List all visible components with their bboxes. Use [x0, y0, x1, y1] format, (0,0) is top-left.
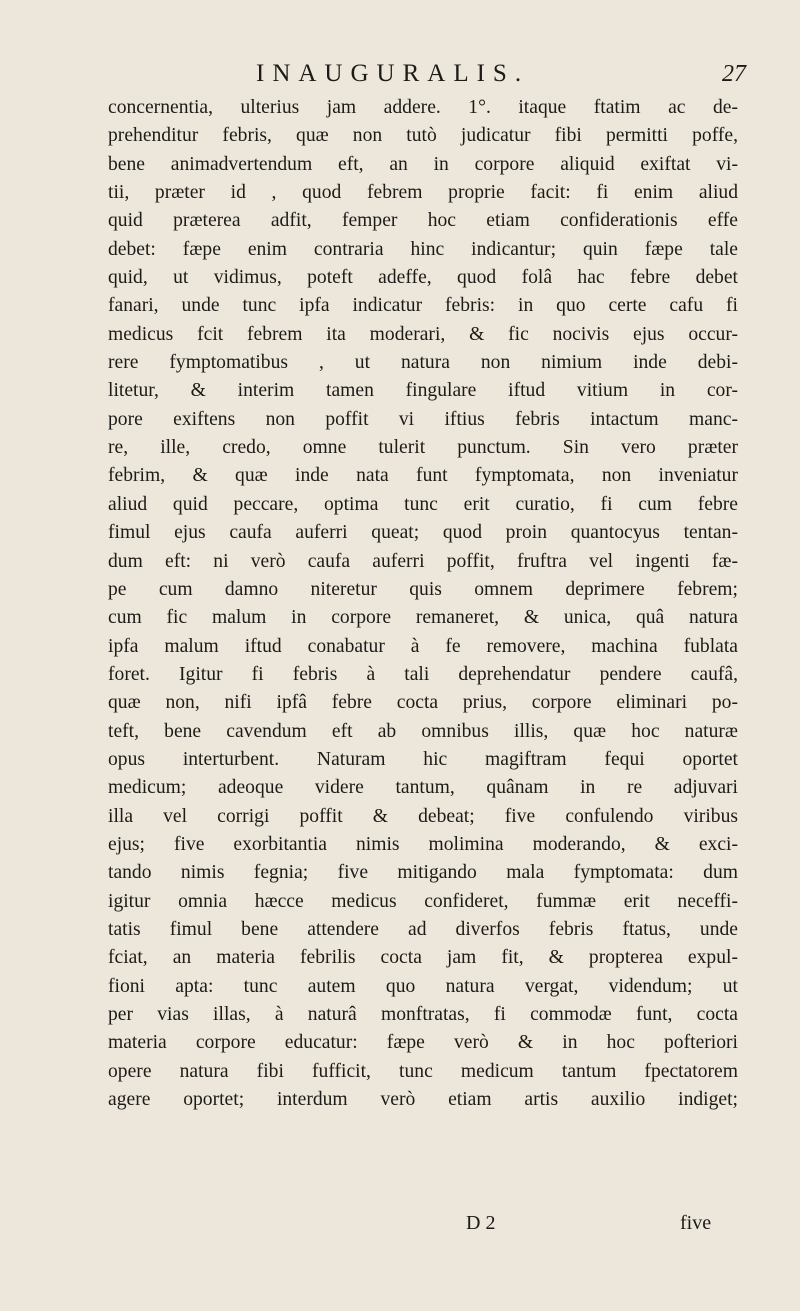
text-line: cum fic malum in corpore remaneret, & unica, quâ natura	[108, 607, 738, 629]
text-line: re, ille, credo, omne tulerit punctum. Sin vero præter	[108, 437, 738, 459]
body-text	[108, 94, 738, 1114]
text-line: agere oportet; interdum verò etiam artis auxilio indiget;	[108, 1089, 738, 1111]
text-line: tando nimis fegnia; five mitigando mala fymptomata: dum	[108, 862, 738, 884]
text-line: prehenditur febris, quæ non tutò judicatur fibi permitti poffe,	[108, 125, 738, 147]
text-line: fimul ejus caufa auferri queat; quod proin quantocyus tentan-	[108, 522, 738, 544]
text-line: ejus; five exorbitantia nimis molimina moderando, & exci-	[108, 833, 738, 855]
text-line: medicus fcit febrem ita moderari, & fic nocivis ejus occur-	[108, 323, 738, 345]
text-line: quæ non, nifi ipfâ febre cocta prius, corpore eliminari po-	[108, 692, 738, 714]
text-line: febrim, & quæ inde nata funt fymptomata, non inveniatur	[108, 465, 738, 487]
text-line: quid præterea adfit, femper hoc etiam confiderationis effe	[108, 210, 738, 232]
text-line: tii, præter id , quod febrem proprie facit: fi enim aliud	[108, 182, 738, 204]
text-line: fanari, unde tunc ipfa indicatur febris: in quo certe cafu fi	[108, 295, 738, 317]
text-line: concernentia, ulterius jam addere. 1°. itaque ftatim ac de-	[108, 97, 738, 118]
catchword: five	[680, 1212, 712, 1234]
text-line: illa vel corrigi poffit & debeat; five confulendo viribus	[108, 805, 738, 827]
text-line: teft, bene cavendum eft ab omnibus illis, quæ hoc naturæ	[108, 720, 738, 742]
text-line: rere fymptomatibus , ut natura non nimium inde debi-	[108, 352, 738, 374]
text-line: aliud quid peccare, optima tunc erit curatio, fi cum febre	[108, 493, 738, 515]
text-line: fciat, an materia febrilis cocta jam fit, & propterea expul-	[108, 947, 738, 969]
text-line: litetur, & interim tamen fingulare iftud vitium in cor-	[108, 380, 738, 402]
text-line: medicum; adeoque videre tantum, quânam in re adjuvari	[108, 777, 738, 799]
page-footer	[0, 1212, 800, 1240]
text-line: bene animadvertendum eft, an in corpore aliquid exiftat vi-	[108, 153, 738, 175]
running-title: INAUGURALIS.	[256, 60, 530, 87]
text-line: foret. Igitur fi febris à tali deprehendatur pendere caufâ,	[108, 663, 738, 685]
text-line: dum eft: ni verò caufa auferri poffit, fruftra vel ingenti fæ-	[108, 550, 738, 572]
text-line: quid, ut vidimus, poteft adeffe, quod folâ hac febre debet	[108, 267, 738, 289]
text-line: per vias illas, à naturâ monftratas, fi commodæ funt, cocta	[108, 1004, 738, 1025]
text-line: pore exiftens non poffit vi iftius febris intactum manc-	[108, 408, 738, 430]
text-line: fioni apta: tunc autem quo natura vergat, videndum; ut	[108, 975, 738, 997]
signature-mark: D 2	[466, 1212, 496, 1234]
text-line: debet: fæpe enim contraria hinc indicantur; quin fæpe tale	[108, 238, 738, 260]
text-line: pe cum damno niteretur quis omnem deprimere febrem;	[108, 578, 738, 600]
text-line: ipfa malum iftud conabatur à fe removere, machina fublata	[108, 635, 738, 657]
text-line: materia corpore educatur: fæpe verò & in hoc pofteriori	[108, 1032, 738, 1054]
page-number: 27	[722, 61, 746, 87]
text-line: opus interturbent. Naturam hic magiftram fequi oportet	[108, 748, 738, 770]
text-line: tatis fimul bene attendere ad diverfos febris ftatus, unde	[108, 918, 738, 940]
running-head	[0, 60, 800, 92]
text-line: igitur omnia hæcce medicus confideret, fummæ erit neceffi-	[108, 890, 738, 912]
text-line: opere natura fibi fufficit, tunc medicum tantum fpectatorem	[108, 1060, 738, 1082]
